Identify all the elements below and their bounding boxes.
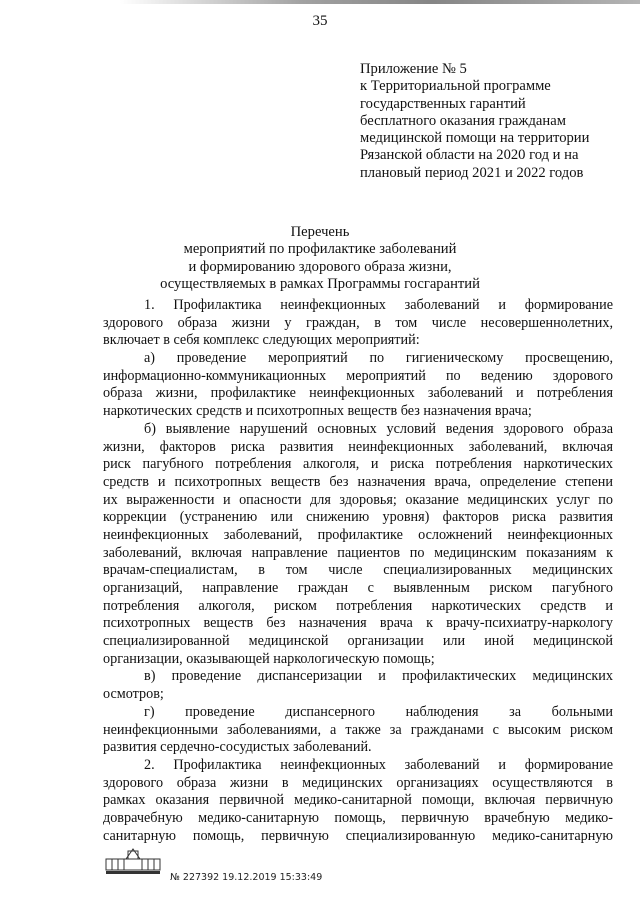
body-line: риск пагубного потребления алкоголя, и риска потребления наркотических <box>103 456 613 473</box>
body-line: рамках оказания первичной медико-санитарной помощи, включая первичную <box>103 792 613 809</box>
title-line: осуществляемых в рамках Программы госгарантий <box>160 275 480 292</box>
body-line: б) выявление нарушений основных условий ведения здорового образа <box>144 420 613 437</box>
body-line: психотропных веществ без назначения врача к врачу-психиатру-наркологу <box>103 615 613 632</box>
body-line: жизни, факторов риска развития неинфекционных заболеваний, включая <box>103 438 613 455</box>
body-line: неинфекционными заболеваниями, а также за гражданами с высоким риском <box>103 721 613 738</box>
title-line: и формированию здорового образа жизни, <box>188 258 452 275</box>
body-line: организаций, направление граждан с выявленным риском пагубного <box>103 580 613 596</box>
appendix-line: медицинской помощи на территории <box>360 130 590 147</box>
appendix-line: Рязанской области на 2020 год и на <box>360 147 579 164</box>
body-line: осмотров; <box>103 686 164 703</box>
body-line: образа жизни, профилактике неинфекционных заболеваний и потребления <box>103 385 613 402</box>
appendix-header <box>360 61 630 182</box>
body-line: средств и психотропных веществ без назначения врача, определение степени <box>103 473 613 490</box>
appendix-line: плановый период 2021 и 2022 годов <box>360 164 584 181</box>
body-line: неинфекционных заболеваний, профилактике осложнений неинфекционных <box>103 526 613 543</box>
body-line: информационно-коммуникационных мероприятий по ведению здорового <box>103 367 613 384</box>
body-line: доврачебную медико-санитарную помощь, первичную врачебную медико- <box>103 809 613 826</box>
page-number: 35 <box>312 13 328 29</box>
building-emblem-icon <box>104 847 162 875</box>
body-line: 2. Профилактика неинфекционных заболеваний и формирование <box>144 756 613 773</box>
body-line: коррекции (устранению или снижению уровня) факторов риска развития <box>103 509 613 526</box>
body-line: специализированной медицинской организации или иной медицинской <box>103 633 613 650</box>
body-line: санитарную помощь, первичную специализированную медико-санитарную <box>103 827 613 844</box>
body-line: а) проведение мероприятий по гигиеническому просвещению, <box>144 350 613 367</box>
body-line: заболеваний, включая направление пациентов по медицинским показаниям к <box>103 544 613 561</box>
body-line: 1. Профилактика неинфекционных заболеваний и формирование <box>144 297 613 313</box>
body-line: г) проведение диспансерного наблюдения за больными <box>144 703 613 720</box>
registration-stamp: № 227392 19.12.2019 15:33:49 <box>170 872 323 883</box>
title-line: Перечень <box>290 224 350 240</box>
scan-edge-line <box>120 0 640 4</box>
document-body <box>103 297 613 845</box>
appendix-line: государственных гарантий <box>360 95 526 112</box>
body-line: наркотических средств и психотропных веществ без назначения врача; <box>103 403 532 420</box>
body-line: в) проведение диспансеризации и профилактических медицинских <box>144 668 613 685</box>
body-line: потребления алкоголя, риском потребления наркотических средств и <box>103 597 613 614</box>
appendix-line: к Территориальной программе <box>360 78 551 95</box>
body-line: развития сердечно-сосудистых заболеваний. <box>103 739 372 756</box>
body-line: их выраженности и опасности для здоровья; оказание медицинских услуг по <box>103 491 613 508</box>
body-line: включает в себя комплекс следующих мероприятий: <box>103 332 420 349</box>
appendix-line: бесплатного оказания гражданам <box>360 112 566 129</box>
body-line: организации, оказывающей наркологическую помощь; <box>103 650 435 667</box>
title-line: мероприятий по профилактике заболеваний <box>183 241 457 258</box>
body-line: врачам-специалистам, в том числе специализированных медицинских <box>103 562 613 579</box>
document-title <box>0 224 640 293</box>
body-line: здорового образа жизни у граждан, в том числе несовершеннолетних, <box>103 314 613 331</box>
appendix-line: Приложение № 5 <box>360 61 467 77</box>
body-line: здорового образа жизни в медицинских организациях осуществляются в <box>103 774 613 791</box>
